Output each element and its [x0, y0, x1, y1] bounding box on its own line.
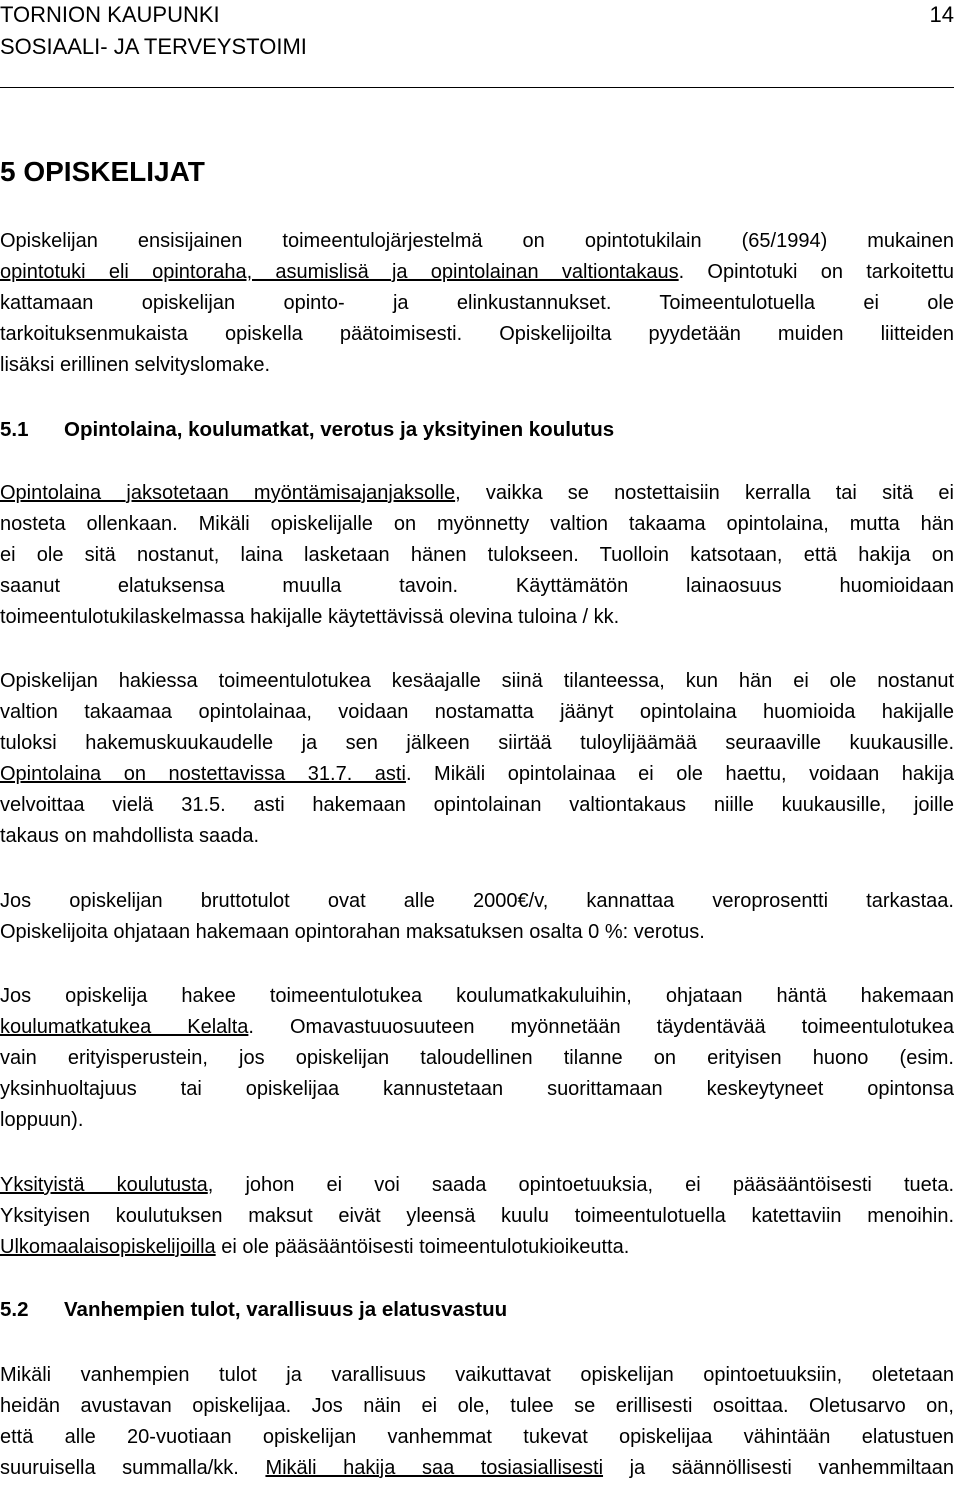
- text-line: Mikäli vanhempien tulot ja varallisuus vaikuttavat opiskelijan opintoetuuksiin, oletetaan: [0, 1364, 954, 1386]
- section-title: Vanhempien tulot, varallisuus ja elatusvastuu: [64, 1298, 508, 1321]
- header-organization: TORNION KAUPUNKI: [0, 2, 220, 27]
- text-line: saanut elatuksensa muulla tavoin. Käyttämätön lainaosuus huomioidaan: [0, 575, 954, 597]
- paragraph-kesaaika: [0, 666, 954, 852]
- text-line: loppuun).: [0, 1109, 84, 1131]
- text-line: Opiskelijan ensisijainen toimeentulojärjestelmä on opintotukilain (65/1994) mukainen: [0, 230, 954, 252]
- paragraph-vanhempien-tulot: [0, 1360, 954, 1484]
- text-line: takaus on mahdollista saada.: [0, 825, 260, 847]
- underlined-text: opintotuki eli opintoraha, asumislisä ja opintolainan valtiontakaus: [0, 261, 679, 283]
- text-line: Jos opiskelija hakee toimeentulotukea koulumatkakuluihin, ohjataan häntä hakemaan: [0, 985, 954, 1007]
- header-rule: [0, 87, 954, 88]
- text-line: Opiskelijoita ohjataan hakemaan opintorahan maksatuksen osalta 0 %: verotus.: [0, 921, 705, 943]
- text-line: valtion takaamaa opintolainaa, voidaan nostamatta jäänyt opintolaina huomioida hakijalle: [0, 701, 954, 723]
- text-line: että alle 20-vuotiaan opiskelijan vanhemmat tukevat opiskelijaa vähintään elatustuen: [0, 1426, 954, 1448]
- text-line: opintotuki eli opintoraha, asumislisä ja opintolainan valtiontakaus. Opintotuki on tarkoitettu: [0, 261, 955, 283]
- text-line: lisäksi erillinen selvityslomake.: [0, 354, 271, 376]
- text-line: Opiskelijan hakiessa toimeentulotukea kesäajalle siinä tilanteessa, kun hän ei ole nostanut: [0, 670, 954, 692]
- underlined-text: Yksityistä koulutusta: [0, 1174, 208, 1196]
- text-line: Yksityisen koulutuksen maksut eivät yleensä kuulu toimeentulotuella katettaviin menoihin.: [0, 1205, 954, 1227]
- section-number: 5.1: [0, 418, 29, 441]
- text-line: Ulkomaalaisopiskelijoilla ei ole pääsääntöisesti toimeentulotukioikeutta.: [0, 1236, 630, 1258]
- underlined-text: koulumatkatukea Kelalta: [0, 1016, 249, 1038]
- text-line: vain erityisperustein, jos opiskelijan taloudellinen tilanne on erityisen huono (esim.: [0, 1047, 954, 1069]
- text-line: suuruisella summalla/kk. Mikäli hakija saa tosiasiallisesti ja säännöllisesti vanhemmiltaan: [0, 1457, 954, 1479]
- text-line: koulumatkatukea Kelalta. Omavastuuosuuteen myönnetään täydentävää toimeentulotukea: [0, 1016, 954, 1038]
- text-line: toimeentulotukilaskelmassa hakijalle käytettävissä olevina tuloina / kk.: [0, 606, 620, 628]
- text-line: yksinhuoltajuus tai opiskelijaa kannustetaan suorittamaan keskeytyneet opintonsa: [0, 1078, 954, 1100]
- text-line: kattamaan opiskelijan opinto- ja elinkustannukset. Toimeentulotuella ei ole: [0, 292, 954, 314]
- section-title: Opintolaina, koulumatkat, verotus ja yksityinen koulutus: [64, 418, 615, 441]
- underlined-text: Opintolaina on nostettavissa 31.7. asti: [0, 763, 406, 785]
- text-line: nosteta ollenkaan. Mikäli opiskelijalle on myönnetty valtion takaama opintolaina, mutta hän: [0, 513, 954, 535]
- section-number: 5.2: [0, 1298, 29, 1321]
- text-line: Opintolaina jaksotetaan myöntämisajanjaksolle, vaikka se nostettaisiin kerralla tai sitä ei: [0, 482, 954, 504]
- text-line: ei ole sitä nostanut, laina lasketaan hänen tulokseen. Tuolloin katsotaan, että hakija on: [0, 544, 954, 566]
- text-line: Opintolaina on nostettavissa 31.7. asti. Mikäli opintolainaa ei ole haettu, voidaan hakija: [0, 763, 954, 785]
- section-heading-5-1: [0, 417, 614, 443]
- text-line: heidän avustavan opiskelijaa. Jos näin ei ole, tulee se erillisesti osoittaa. Oletusarvo on,: [0, 1395, 954, 1417]
- chapter-title: 5 OPISKELIJAT: [0, 156, 205, 187]
- underlined-text: Ulkomaalaisopiskelijoilla: [0, 1236, 216, 1258]
- text-line: tarkoituksenmukaista opiskella päätoimisesti. Opiskelijoilta pyydetään muiden liitteiden: [0, 323, 954, 345]
- underlined-text: Mikäli hakija saa tosiasiallisesti: [265, 1457, 604, 1479]
- text-line: Jos opiskelijan bruttotulot ovat alle 2000€/v, kannattaa veroprosentti tarkastaa.: [0, 890, 954, 912]
- paragraph-opintolaina: [0, 478, 954, 633]
- paragraph-koulumatkat: [0, 981, 954, 1136]
- intro-paragraph: [0, 226, 954, 381]
- paragraph-verotus: [0, 886, 954, 948]
- header-department: SOSIAALI- JA TERVEYSTOIMI: [0, 34, 307, 59]
- text-line: tuloksi hakemuskuukaudelle ja sen jälkeen siirtää tuloylijäämää seuraaville kuukausille.: [0, 732, 954, 754]
- text-line: Yksityistä koulutusta, johon ei voi saada opintoetuuksia, ei pääsääntöisesti tueta.: [0, 1174, 954, 1196]
- paragraph-yksityinen-koulutus: [0, 1170, 954, 1263]
- underlined-text: Opintolaina jaksotetaan myöntämisajanjaksolle: [0, 482, 456, 504]
- text-line: velvoittaa vielä 31.5. asti hakemaan opintolainan valtiontakaus niille kuukausille, joille: [0, 794, 954, 816]
- section-heading-5-2: [0, 1297, 507, 1323]
- page-number: 14: [929, 2, 954, 27]
